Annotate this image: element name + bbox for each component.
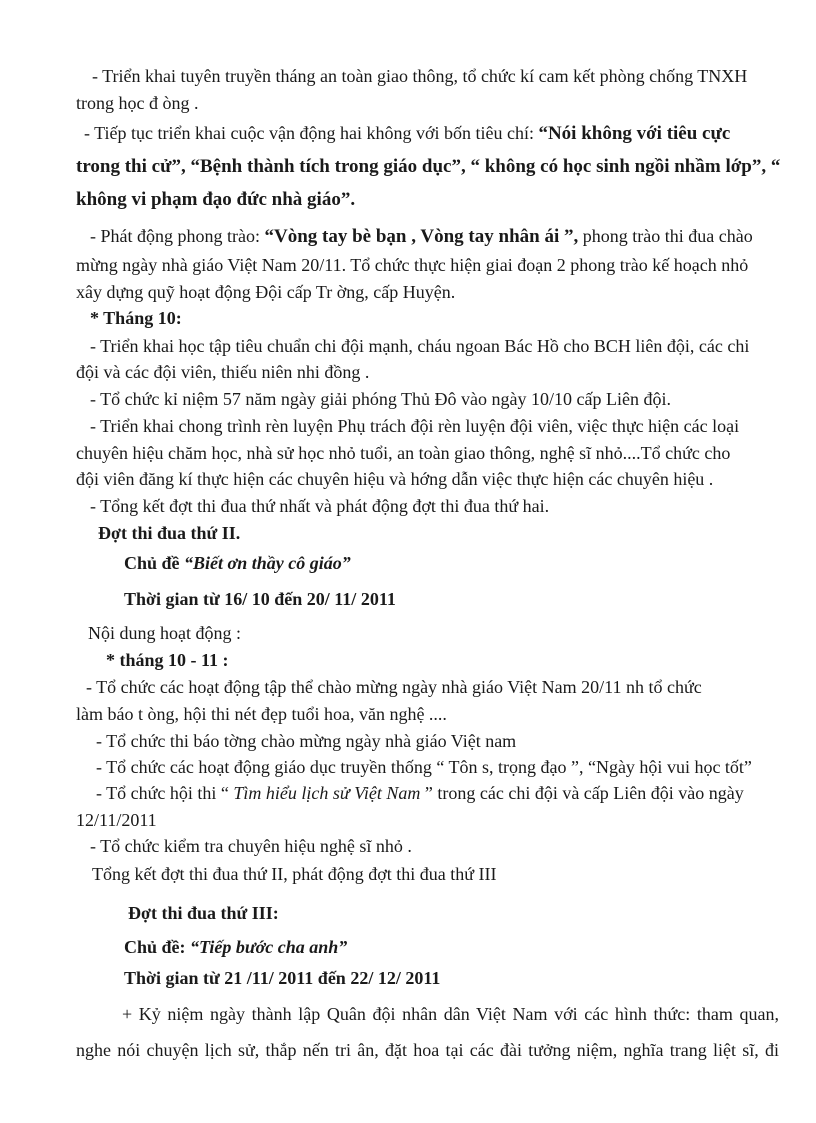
text-run: “ không có học sinh ngồi nhầm lớp [470,156,752,177]
text-run: - Tổ chức hội thi “ [96,783,229,803]
text-run: ”. [340,189,356,210]
text-run: Chủ đề: [124,937,191,957]
text-run: không vi phạm đạo đức nhà giáo [76,189,341,210]
topic-line [124,552,351,574]
text-line: - Triển khai tuyên truyền tháng an toàn giao thông, tổ chức kí cam kết phòng chống TNXH [92,66,748,86]
text-line: - Tổ chức kỉ niệm 57 năm ngày giải phóng Thủ Đô vào ngày 10/10 cấp Liên đội. [90,389,671,409]
text-line: - Tổ chức các hoạt động giáo dục truyền thống “ Tôn s, trọng đạo ”, “Ngày hội vui học tốt” [96,757,752,777]
text-run: Chủ đề [124,553,185,573]
text-line: mừng ngày nhà giáo Việt Nam 20/11. Tổ chức thực hiện giai đoạn 2 phong trào kế hoạch nhỏ [76,255,749,275]
text-line [96,782,744,804]
text-line: Tổng kết đợt thi đua thứ II, phát động đợt thi đua thứ III [92,864,497,884]
text-line: - Tổ chức các hoạt động tập thể chào mừng ngày nhà giáo Việt Nam 20/11 nh tổ chức [86,677,702,697]
text-line: đội viên đăng kí thực hiện các chuyên hiệu và hớng dẫn việc thực hiện các chuyên hiệu . [76,469,714,489]
text-line: đội và các đội viên, thiếu niên nhi đồng . [76,362,370,382]
contest-title: Tìm hiểu lịch sử Việt Nam [228,783,421,803]
bold-quote: “Vòng tay bè bạn , Vòng tay nhân ái ”, [264,226,579,247]
topic-title: “Biết ơn thầy cô giáo” [184,553,351,573]
text-line: - Tổ chức kiểm tra chuyên hiệu nghệ sĩ nhỏ . [90,836,412,856]
text-run: “Bệnh thành tích trong giáo dục [190,156,452,177]
section-heading: * Tháng 10: [90,308,182,328]
text-run: trong thi cử [76,156,172,177]
text-line: - Triển khai chong trình rèn luyện Phụ trách đội rèn luyện đội viên, việc thực hiện các loại [90,416,740,436]
text-run: ”, [171,156,191,177]
text-line [90,225,753,248]
text-line [76,189,355,211]
text-line: làm báo t òng, hội thi nét đẹp tuổi hoa, văn nghệ .... [76,704,447,724]
date-range: Thời gian từ 16/ 10 đến 20/ 11/ 2011 [124,589,396,609]
text-line: 12/11/2011 [76,810,157,830]
text-run: phong trào thi đua chào [578,226,753,246]
topic-title: “Tiếp bước cha anh” [190,937,348,957]
text-line: nghe nói chuyện lịch sử, thắp nến tri ân, đặt hoa tại các đài tưởng niệm, nghĩa trang liệt sĩ, đi [76,1040,779,1060]
text-run: - Tiếp tục triển khai cuộc vận động hai không với bốn tiêu chí: [84,123,539,143]
text-line: - Tổ chức thi báo tờng chào mừng ngày nhà giáo Việt nam [96,731,517,751]
text-line: chuyên hiệu chăm học, nhà sử học nhỏ tuổi, an toàn giao thông, nghệ sĩ nhỏ....Tổ chức cho [76,443,731,463]
bold-quote: “Nói không với tiêu cực [538,123,731,144]
section-heading: Đợt thi đua thứ II. [98,523,241,543]
text-run: ”, “ [751,156,781,177]
text-run: ”, [451,156,471,177]
text-line: - Triển khai học tập tiêu chuẩn chi đội mạnh, cháu ngoan Bác Hồ cho BCH liên đội, các chi [90,336,750,356]
text-line: - Tổng kết đợt thi đua thứ nhất và phát động đợt thi đua thứ hai. [90,496,550,516]
text-line: trong học đ òng . [76,93,199,113]
date-range: Thời gian từ 21 /11/ 2011 đến 22/ 12/ 2011 [124,968,441,988]
text-line: + Kỷ niệm ngày thành lập Quân đội nhân dân Việt Nam với các hình thức: tham quan, [122,1004,779,1024]
text-line [76,156,780,178]
text-line: xây dựng quỹ hoạt động Đội cấp Tr ờng, cấp Huyện. [76,282,456,302]
text-line [84,122,730,145]
section-heading: Đợt thi đua thứ III: [128,903,279,923]
topic-line [124,936,347,958]
text-run: - Phát động phong trào: [90,226,265,246]
section-heading: * tháng 10 - 11 : [106,650,229,670]
text-line: Nội dung hoạt động : [88,623,241,643]
text-run: ” trong các chi đội và cấp Liên đội vào ngày [420,783,744,803]
